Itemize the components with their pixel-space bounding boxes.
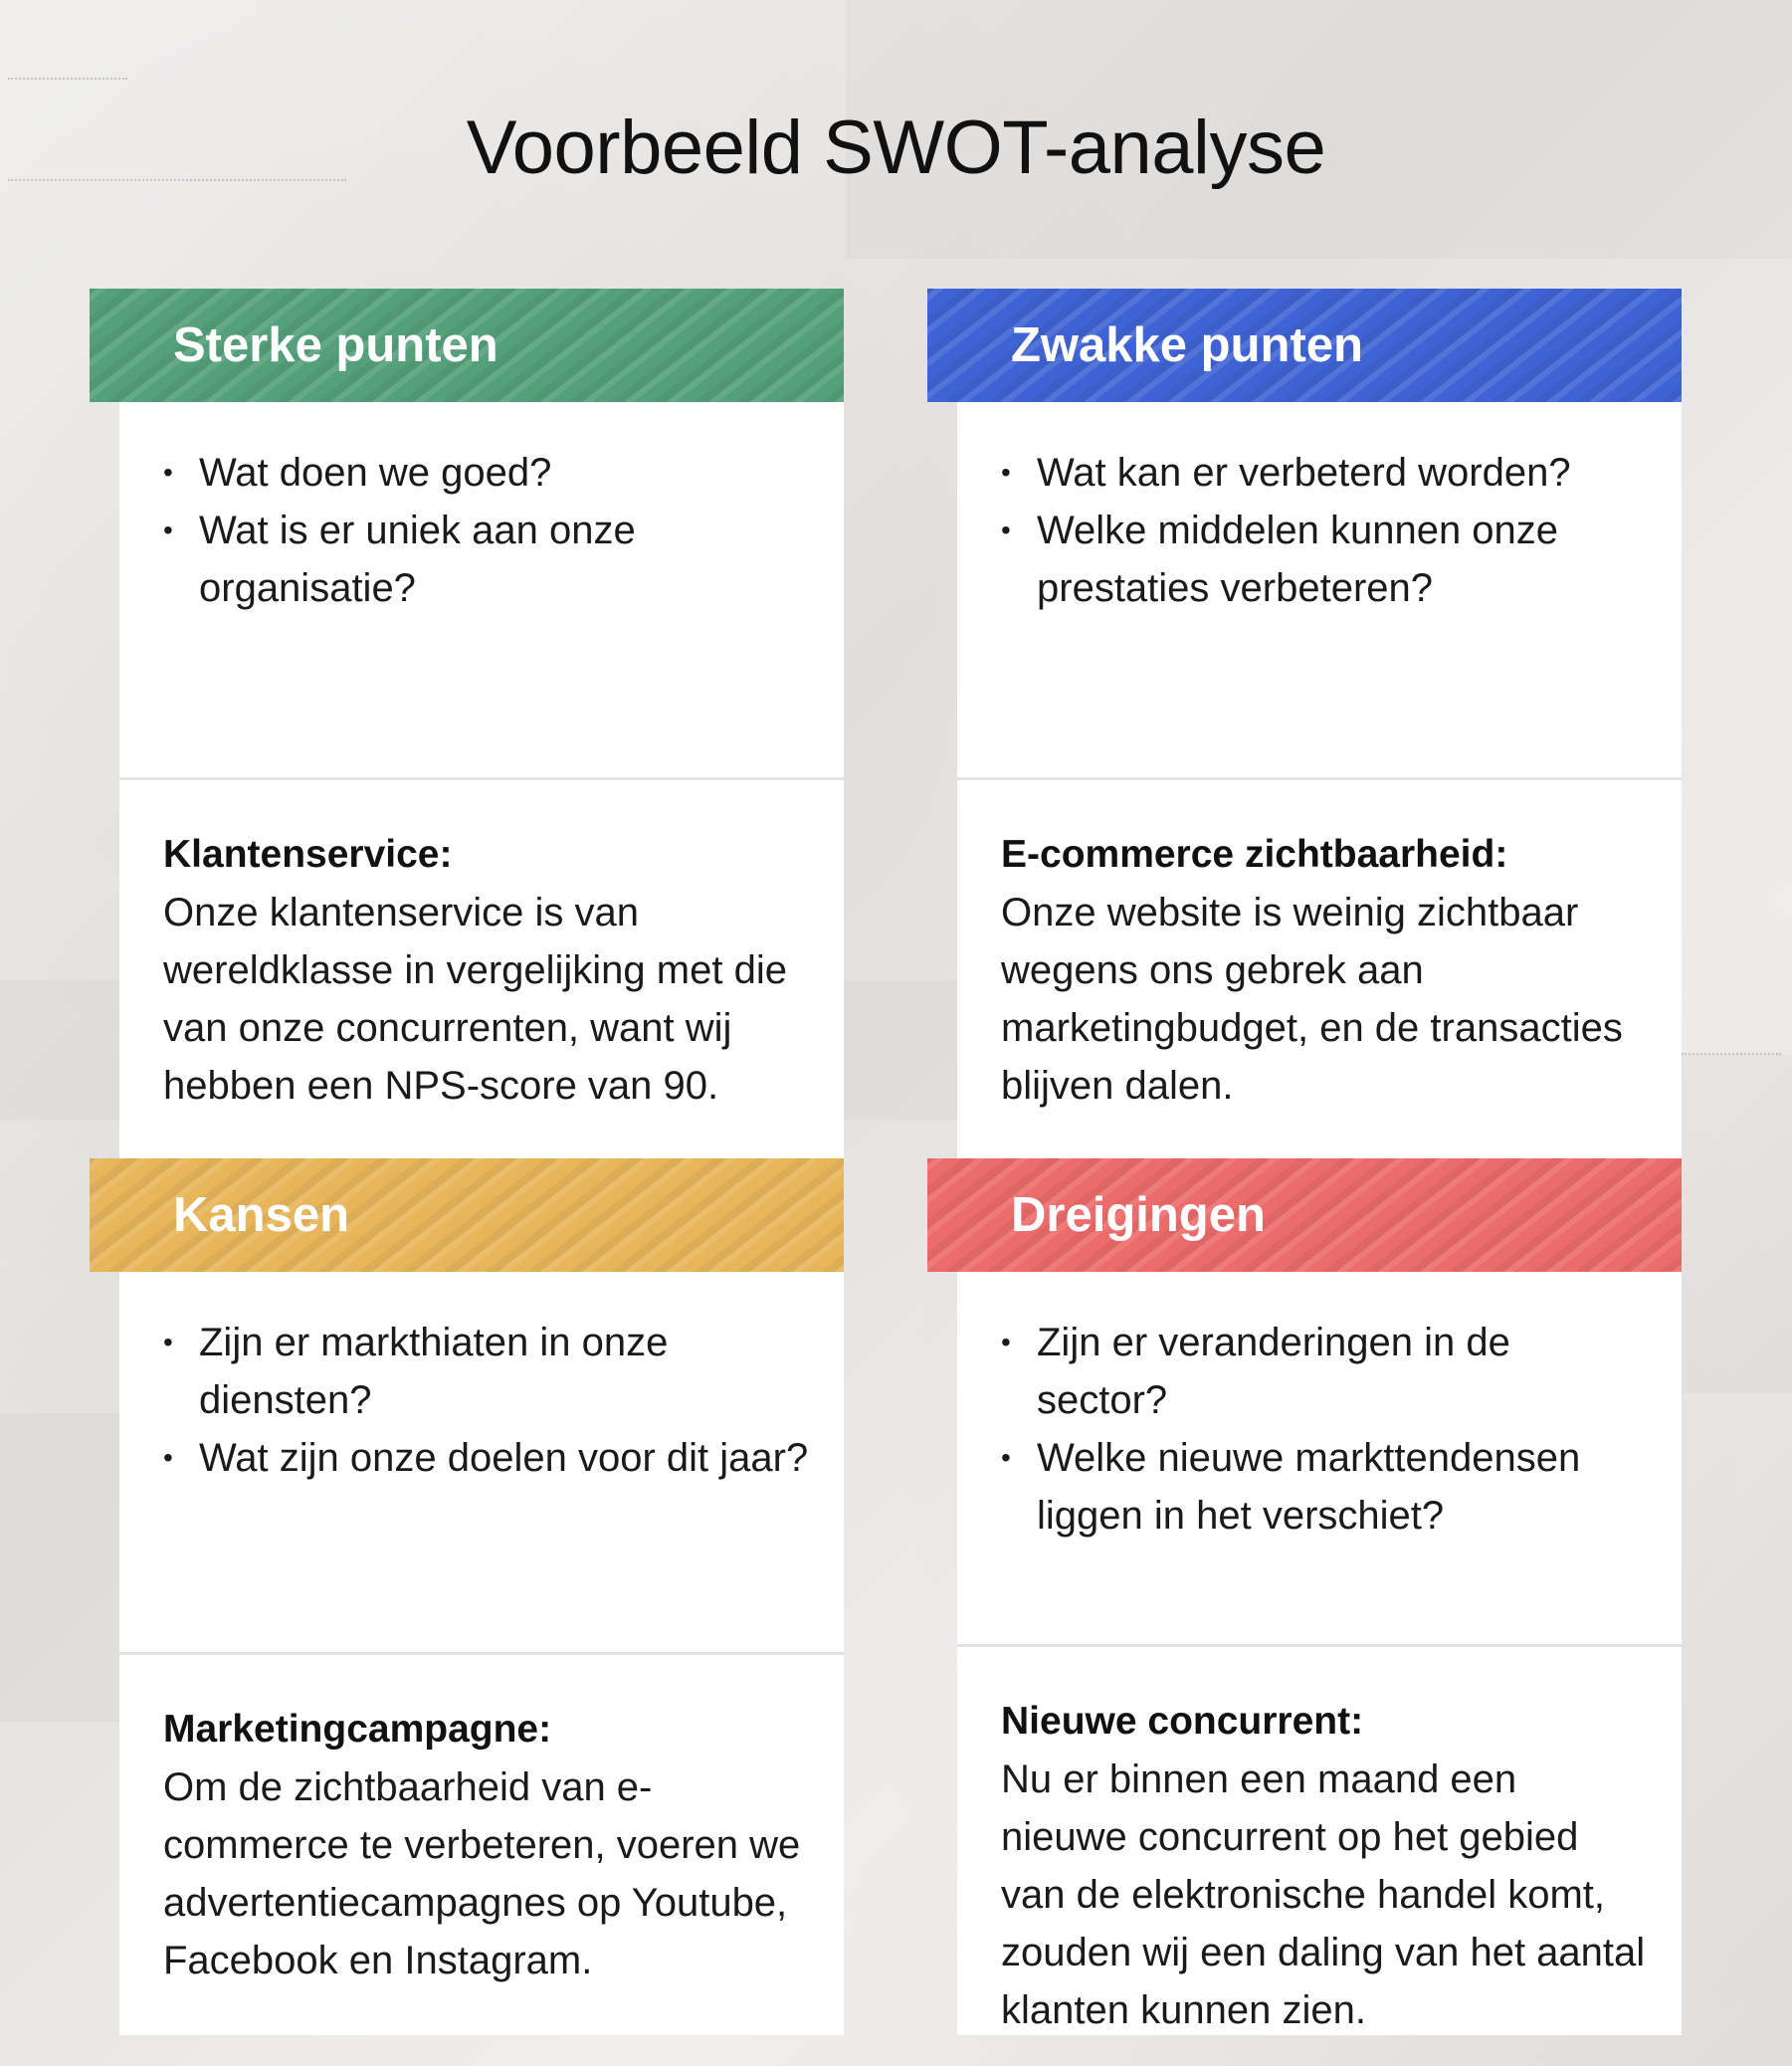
questions-section xyxy=(119,1272,844,1655)
bullet-icon: • xyxy=(1001,515,1011,545)
quadrant-weaknesses xyxy=(927,289,1682,1180)
question-item: • Wat is er uniek aan onze organisatie? xyxy=(163,502,814,617)
heading-band-strengths xyxy=(90,289,844,402)
question-item: • Wat doen we goed? xyxy=(163,444,814,502)
heading-band-weaknesses xyxy=(927,289,1682,402)
example-section xyxy=(119,780,844,1180)
question-item: • Zijn er markthiaten in onze diensten? xyxy=(163,1314,814,1429)
heading-band-threats xyxy=(927,1158,1682,1272)
quadrant-threats xyxy=(927,1158,1682,2035)
decorative-dots xyxy=(1682,1053,1781,1055)
example-title: Nieuwe concurrent: xyxy=(1001,1700,1364,1743)
bullet-icon: • xyxy=(1001,1442,1011,1473)
decorative-dots xyxy=(8,78,127,80)
example-title: E-commerce zichtbaarheid: xyxy=(1001,833,1508,876)
quadrant-card xyxy=(119,402,844,1180)
example-text: Nu er binnen een maand een nieuwe concurrent op het gebied van de elektronische handel komt, zouden wij een daling van het aantal klanten kunnen zien. xyxy=(1001,1757,1646,2032)
questions-section xyxy=(957,1272,1682,1647)
question-item: • Welke middelen kunnen onze prestaties verbeteren? xyxy=(1001,502,1652,617)
page-title: Voorbeeld SWOT-analyse xyxy=(466,105,1326,190)
example-text: Onze klantenservice is van wereldklasse in vergelijking met die van onze concurrenten, want wij hebben een NPS-score van 90. xyxy=(163,891,787,1108)
question-list xyxy=(163,1314,814,1487)
quadrant-heading: Kansen xyxy=(173,1188,350,1242)
quadrant-opportunities xyxy=(90,1158,844,2035)
example-section xyxy=(957,1647,1682,2035)
example-title: Klantenservice: xyxy=(163,833,453,876)
quadrant-card xyxy=(957,1272,1682,2035)
example-title: Marketingcampagne: xyxy=(163,1708,552,1751)
bullet-icon: • xyxy=(1001,457,1011,488)
bullet-icon: • xyxy=(1001,1327,1011,1357)
question-list xyxy=(163,444,814,617)
quadrant-heading: Zwakke punten xyxy=(1011,318,1363,372)
questions-section xyxy=(119,402,844,780)
quadrant-card xyxy=(957,402,1682,1180)
quadrant-heading: Dreigingen xyxy=(1011,1188,1266,1242)
questions-section xyxy=(957,402,1682,780)
question-item: • Zijn er veranderingen in de sector? xyxy=(1001,1314,1652,1429)
example-text: Onze website is weinig zichtbaar wegens ons gebrek aan marketingbudget, en de transacties blijven dalen. xyxy=(1001,891,1623,1108)
question-item: • Wat kan er verbeterd worden? xyxy=(1001,444,1652,502)
bullet-icon: • xyxy=(163,1327,173,1357)
example-section xyxy=(957,780,1682,1180)
question-list xyxy=(1001,1314,1652,1545)
quadrant-strengths xyxy=(90,289,844,1180)
example-section xyxy=(119,1655,844,2035)
bullet-icon: • xyxy=(163,1442,173,1473)
bullet-icon: • xyxy=(163,515,173,545)
question-item: • Wat zijn onze doelen voor dit jaar? xyxy=(163,1429,814,1487)
quadrant-heading: Sterke punten xyxy=(173,318,498,372)
example-text: Om de zichtbaarheid van e-commerce te verbeteren, voeren we advertentiecampagnes op Youtube, Facebook en Instagram. xyxy=(163,1765,801,1982)
question-item: • Welke nieuwe markttendensen liggen in het verschiet? xyxy=(1001,1429,1652,1545)
quadrant-card xyxy=(119,1272,844,2035)
bullet-icon: • xyxy=(163,457,173,488)
question-list xyxy=(1001,444,1652,617)
heading-band-opportunities xyxy=(90,1158,844,1272)
